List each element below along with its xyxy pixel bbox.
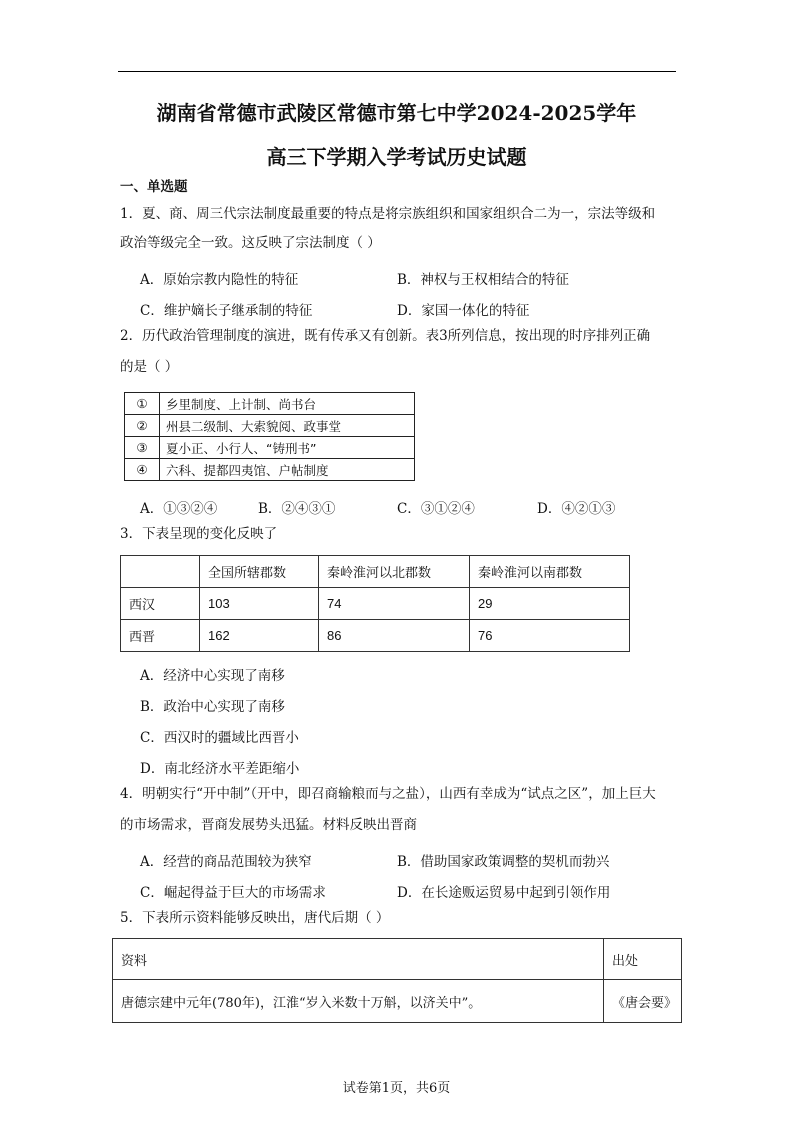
q2-option-c[interactable]: C．③①②④ — [397, 501, 475, 517]
q2-row-number: ① — [125, 393, 160, 415]
q3-table — [120, 555, 630, 652]
q2-row-number: ② — [125, 415, 160, 437]
table-row — [121, 620, 630, 652]
q1-option-a[interactable]: A．原始宗教内隐性的特征 — [140, 272, 299, 288]
table-row — [125, 437, 415, 459]
q2-table — [124, 392, 415, 481]
q4-stem-line-2: 的市场需求，晋商发展势头迅猛。材料反映出晋商 — [120, 817, 417, 833]
q2-row-text: 州县二级制、大索貌阅、政事堂 — [160, 415, 415, 437]
q3-option-c[interactable]: C．西汉时的疆域比西晋小 — [140, 730, 299, 746]
q2-row-text: 夏小正、小行人、“铸刑书” — [160, 437, 415, 459]
section-heading: 一、单选题 — [120, 179, 188, 195]
q1-stem-line-1: 1．夏、商、周三代宗法制度最重要的特点是将宗族组织和国家组织合二为一，宗法等级和 — [120, 206, 656, 222]
q2-row-text: 六科、提都四夷馆、户帖制度 — [160, 459, 415, 481]
q2-option-d[interactable]: D．④②①③ — [537, 501, 616, 517]
q1-option-d[interactable]: D．家国一体化的特征 — [397, 303, 530, 319]
table-header-row — [121, 556, 630, 588]
q3-cell: 29 — [470, 588, 630, 620]
q4-option-a[interactable]: A．经营的商品范围较为狭窄 — [140, 854, 312, 870]
q4-option-b[interactable]: B．借助国家政策调整的契机而勃兴 — [397, 854, 610, 870]
q3-cell: 162 — [200, 620, 319, 652]
q2-option-a[interactable]: A．①③②④ — [140, 501, 218, 517]
table-row — [113, 980, 682, 1023]
q4-option-d[interactable]: D．在长途贩运贸易中起到引领作用 — [397, 885, 611, 901]
title-line-2: 高三下学期入学考试历史试题 — [266, 145, 527, 169]
q2-stem-line-1: 2．历代政治管理制度的演进，既有传承又有创新。表3所列信息，按出现的时序排列正确 — [120, 328, 651, 344]
q1-stem-line-2: 政治等级完全一致。这反映了宗法制度（ ） — [120, 235, 381, 251]
q2-stem-line-2: 的是（ ） — [120, 359, 179, 375]
q2-row-number: ③ — [125, 437, 160, 459]
q1-option-c[interactable]: C．维护嫡长子继承制的特征 — [140, 303, 313, 319]
q5-stem: 5．下表所示资料能够反映出，唐代后期（ ） — [120, 910, 390, 926]
table-header-row — [113, 939, 682, 980]
q5-cell: 唐德宗建中元年(780年)，江淮“岁入米数十万斛，以济关中”。 — [113, 980, 604, 1023]
q3-cell: 76 — [470, 620, 630, 652]
q3-cell: 86 — [319, 620, 470, 652]
q2-row-number: ④ — [125, 459, 160, 481]
q3-cell: 74 — [319, 588, 470, 620]
table-row — [121, 588, 630, 620]
q3-cell: 103 — [200, 588, 319, 620]
q5-header-cell: 出处 — [604, 939, 682, 980]
q5-header-cell: 资料 — [113, 939, 604, 980]
title-line-1: 湖南省常德市武陵区常德市第七中学2024-2025学年 — [156, 101, 637, 125]
q3-option-b[interactable]: B．政治中心实现了南移 — [140, 699, 285, 715]
q1-option-b[interactable]: B．神权与王权相结合的特征 — [397, 272, 569, 288]
q2-option-b[interactable]: B．②④③① — [258, 501, 336, 517]
q3-cell: 西晋 — [121, 620, 200, 652]
q3-option-d[interactable]: D．南北经济水平差距缩小 — [140, 761, 300, 777]
header-rule — [118, 71, 676, 72]
q5-table — [112, 938, 682, 1023]
q3-header-cell: 秦岭淮河以南郡数 — [470, 556, 630, 588]
q3-header-cell: 秦岭淮河以北郡数 — [319, 556, 470, 588]
q2-row-text: 乡里制度、上计制、尚书台 — [160, 393, 415, 415]
q5-cell: 《唐会要》 — [604, 980, 682, 1023]
table-row — [125, 393, 415, 415]
q3-header-cell — [121, 556, 200, 588]
q4-stem-line-1: 4．明朝实行“开中制”（开中，即召商输粮而与之盐），山西有幸成为“试点之区”，加上巨大 — [120, 786, 656, 802]
q3-stem: 3．下表呈现的变化反映了 — [120, 526, 278, 542]
q3-cell: 西汉 — [121, 588, 200, 620]
q3-option-a[interactable]: A．经济中心实现了南移 — [140, 668, 285, 684]
table-row — [125, 459, 415, 481]
q4-option-c[interactable]: C．崛起得益于巨大的市场需求 — [140, 885, 326, 901]
table-row — [125, 415, 415, 437]
page-footer: 试卷第1页，共6页 — [342, 1081, 451, 1096]
q3-header-cell: 全国所辖郡数 — [200, 556, 319, 588]
